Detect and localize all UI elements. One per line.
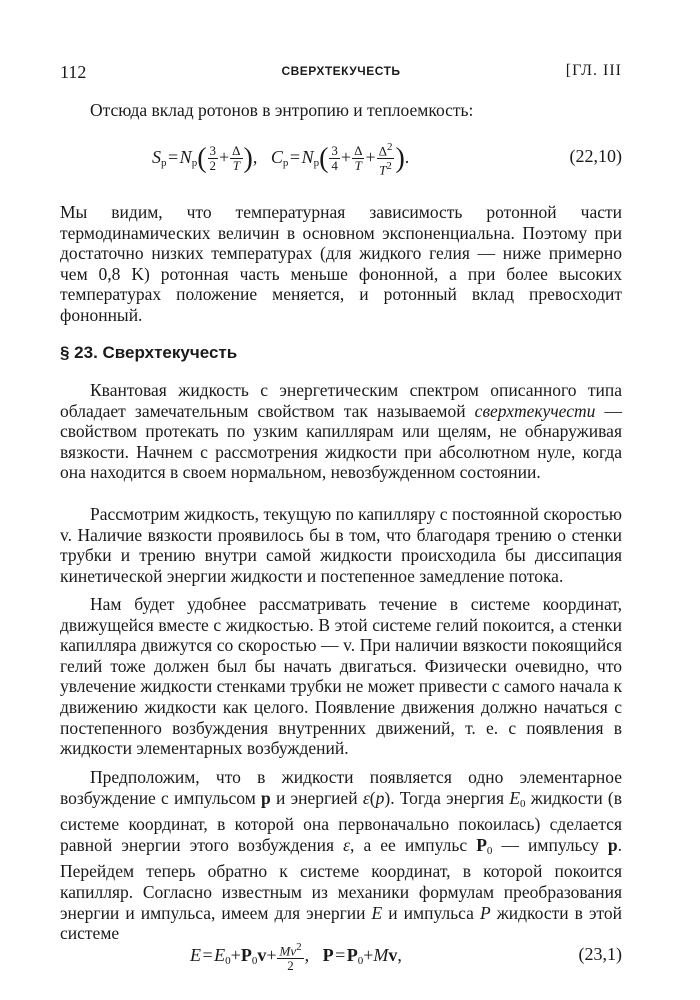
frame-paragraph: Нам будет удобнее рассматривать течение в системе координат, движущейся вместе с жидкостью. В этой системе гелий покоится, а стенки капилляра движутся со скоростью — v. При наличии вязкости покоящийся гелий тоже должен был бы начать двигаться. Физически очевидно, что увлечение жидкости стенками трубки не может привести с самого начала к движению жидкости как целого. Появление движения должно начаться с постепенного возбуждения внутренних движений, т. е. с появления в жидкости элементарных возбуждений. <box>60 594 622 759</box>
superfluidity-term: сверхтекучести <box>474 400 596 421</box>
excitation-paragraph: Предположим, что в жидкости появляется одно элементарное возбуждение с импульсом p и энергией ε(p). Тогда энергия $E_0$ жидкости (в системе координат, в которой она первоначально покоилась) сделается равной энергии этого возбуждения ε, а ее импульс $P_0$ — импульсу p. Перейдем теперь обратно к системе координат, в которой покоится капилляр. Согласно известным из механики формулам преобразования энергии и импульса, имеем для энергии E и импульса P жидкости в этой системе <box>60 767 623 944</box>
excitation-text-6: — импульсу <box>492 834 608 855</box>
equation-23-1 <box>60 940 622 980</box>
quantum-liquid-paragraph-block <box>60 380 622 483</box>
temperature-paragraph-block <box>60 202 622 326</box>
intro-line: Отсюда вклад ротонов в энтропию и теплоемкость: <box>90 100 474 120</box>
section-title: § 23. Сверхтекучесть <box>60 343 238 362</box>
equation-22-10-number: (22,10) <box>569 146 622 166</box>
excitation-text-5: , а ее импульс <box>350 834 477 855</box>
page-number: 112 <box>60 62 87 82</box>
equation-23-1-number: (23,1) <box>578 944 622 964</box>
temperature-paragraph: Мы видим, что температурная зависимость ротонной части термодинамических величин в основном экспоненциальна. Поэтому при достаточно низких температурах (для жидкого гелия — ниже примерно чем 0,8 K) ротонная часть меньше фононной, а при более высоких температурах положение меняется, и ротонный вклад превосходит фононный. <box>60 202 622 325</box>
equation-23-1-body: E = $E_0+P_0v+$ $\frac{Mv^2}{2}$ , P = $P_0+Mv$, <box>190 941 402 974</box>
excitation-text-7: . Перейдем теперь обратно к системе координат, в которой покоится капилляр. Согласно известным из механики формулам преобразования энергии и импульса, имеем для энергии <box>60 834 622 923</box>
running-title: СВЕРХТЕКУЧЕСТЬ <box>281 64 401 78</box>
chapter-reference: [ГЛ. III <box>565 62 622 79</box>
quantum-liquid-text-start: Квантовая жидкость с энергетическим спектром описанного типа обладает замечательным свойством так называемой <box>60 380 622 421</box>
page-header <box>60 62 622 86</box>
excitation-text-3: . Тогда энергия <box>390 787 510 808</box>
excitation-text-2: и энергией <box>270 787 363 808</box>
quantum-liquid-text-end: — свойством протекать по узким капиллярам или щелям, не обнаруживая вязкости. Начнем с рассмотрения жидкости при абсолютном нуле, когда она находится в своем нормальном, невозбужденном состоянии. <box>60 400 622 483</box>
excitation-text-1: Предположим, что в жидкости появляется одно элементарное возбуждение с импульсом <box>60 767 622 808</box>
frame-paragraph-block <box>60 594 622 759</box>
excitation-text-4: жидкости (в системе координат, в которой она первоначально покоилась) сделается равной энергии этого возбуждения <box>60 787 623 855</box>
capillary-paragraph: Рассмотрим жидкость, текущую по капилляру с постоянной скоростью v. Наличие вязкости проявилось бы в том, что благодаря трению о стенки трубки и трению внутри самой жидкости происходила бы диссипация кинетической энергии жидкости и постепенное замедление потока. <box>60 504 622 586</box>
equation-22-10 <box>60 140 622 180</box>
intro-line-block <box>60 100 622 121</box>
equation-22-10-body: $S_р$ = $N_р$( $\frac{3}{2}$ + $\frac{\Delta}{T}$ ), $C_р$ = $N_р$( $\frac{3}{4}$ + $\frac{\Delta}{T}$ + $\frac{\Delta^2}{T^2}$ ). <box>152 141 410 178</box>
excitation-text-8: и импульса <box>382 902 480 923</box>
excitation-paragraph-block <box>60 767 622 944</box>
capillary-paragraph-block <box>60 504 622 586</box>
quantum-liquid-paragraph <box>60 380 622 483</box>
excitation-text-9: жидкости в этой системе <box>60 902 622 944</box>
